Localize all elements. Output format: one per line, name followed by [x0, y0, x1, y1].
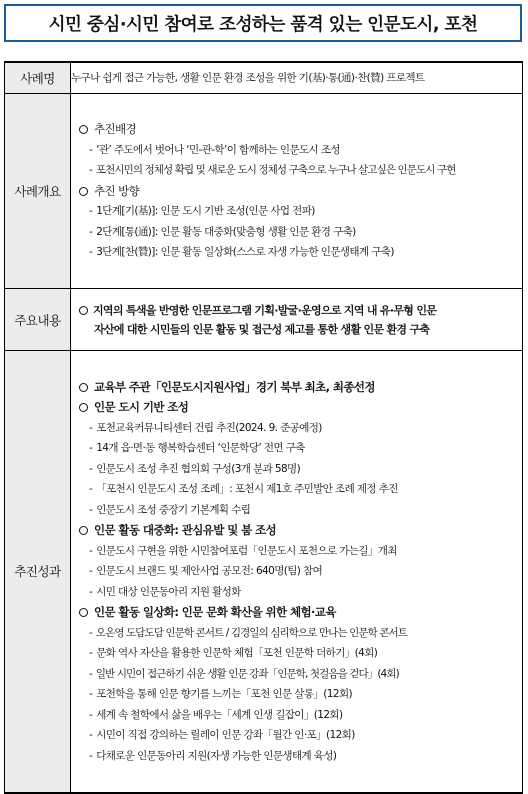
- page-title: 시민 중심·시민 참여로 조성하는 품격 있는 인문도시, 포천: [4, 4, 522, 42]
- list-item: - 포천시민의 정체성 확립 및 새로운 도시 정체성 구축으로 누구나 살고싶은 인문도시 구현: [89, 164, 456, 177]
- background-heading: 추진배경: [79, 119, 522, 140]
- circle-bullet-icon: [79, 383, 88, 392]
- list-item: - 인문도시 조성 추진 협의회 구성(3개 분과 58명): [89, 462, 301, 475]
- list-item: - 3단계[찬(贊)]: 인문 활동 일상화(스스로 자생 가능한 인문생태계 구축): [89, 246, 394, 259]
- results-content: [71, 351, 523, 793]
- circle-bullet-icon: [79, 526, 88, 535]
- results-label: 추진성과: [5, 351, 71, 793]
- list-item: - 일반 시민이 접근하기 쉬운 생활 인문 강좌「인문학, 첫걸음을 걷다」(4회): [89, 667, 399, 680]
- circle-bullet-icon: [79, 187, 88, 196]
- circle-bullet-icon: [79, 403, 88, 412]
- list-item: - 「포천시 인문도시 조성 조례」: 포천시 제1호 주민발안 조례 제정 추진: [89, 483, 398, 495]
- list-item: - 시민 대상 인문동아리 지원 활성화: [89, 585, 241, 598]
- results-row: [5, 351, 523, 793]
- list-item: - 오온영 도담도담 인문학 콘서트 / 김경일의 심리학으로 만나는 인문학 콘서트: [89, 626, 407, 639]
- section-heading: 인문 활동 일상화: 인문 문화 확산을 위한 체험·교육: [79, 602, 522, 623]
- list-item: - 문화 역사 자산을 활용한 인문학 체험「포천 인문학 더하기」(4회): [89, 647, 378, 659]
- list-item: - 포천교육커뮤니티센터 건립 추진(2024. 9. 준공예정): [89, 421, 322, 434]
- case-table: [4, 61, 523, 794]
- circle-bullet-icon: [79, 306, 88, 315]
- list-item: - 세계 속 철학에서 삶을 배우는「세계 인생 길잡이」(12회): [89, 708, 343, 721]
- direction-heading: 추진 방향: [79, 181, 522, 202]
- list-item: - 1단계[기(基)]: 인문 도시 기반 조성(인문 사업 전파): [89, 205, 315, 218]
- main-content-text: 지역의 특색을 반영한 인문프로그램 기획·발굴·운영으로 지역 내 유·무형 인문 자산에 대한 시민들의 인문 활동 및 접근성 제고를 통한 생활 인문 환경 구축: [71, 289, 523, 351]
- list-item: - 2단계[통(通)]: 인문 활동 대중화(맞춤형 생활 인문 환경 구축): [89, 225, 356, 238]
- list-item: - 포천학을 통해 인문 향기를 느끼는「포천 인문 살롱」(12회): [89, 688, 352, 700]
- circle-bullet-icon: [79, 125, 88, 134]
- results-first-heading: 교육부 주관「인문도시지원사업」경기 북부 최초, 최종선정: [79, 377, 522, 398]
- section-heading: 인문 활동 대중화: 관심유발 및 붐 조성: [79, 520, 522, 541]
- main-content-label: 주요내용: [5, 289, 71, 351]
- case-name-value: 누구나 쉽게 접근 가능한, 생활 인문 환경 조성을 위한 기(基)·통(通)·찬(贊) 프로젝트: [71, 62, 523, 94]
- list-item: - ‘관’ 주도에서 벗어나 ‘민-관-학’이 함께하는 인문도시 조성: [89, 143, 340, 156]
- main-content-row: [5, 289, 523, 351]
- case-name-row: [5, 62, 523, 94]
- list-item: - 인문도시 구현을 위한 시민참여포럼「인문도시 포천으로 가는길」개최: [89, 544, 397, 557]
- list-item: - 다채로운 인문동아리 지원(자생 가능한 인문생태계 육성): [89, 749, 337, 762]
- section-heading: 인문 도시 기반 조성: [79, 397, 522, 418]
- overview-content: [71, 94, 523, 289]
- overview-row: [5, 94, 523, 289]
- list-item: - 14개 읍·면·동 행복학습센터 ‘인문학당’ 전면 구축: [89, 442, 305, 454]
- overview-label: 사례개요: [5, 94, 71, 289]
- list-item: - 시민이 직접 강의하는 릴레이 인문 강좌「월간 인·포」(12회): [89, 729, 355, 741]
- list-item: - 인문도시 조성 중장기 기본계획 수립: [89, 503, 251, 516]
- circle-bullet-icon: [79, 608, 88, 617]
- list-item: - 인문도시 브랜드 및 제안사업 공모전: 640명(팀) 참여: [89, 565, 323, 577]
- case-name-label: 사례명: [5, 62, 71, 94]
